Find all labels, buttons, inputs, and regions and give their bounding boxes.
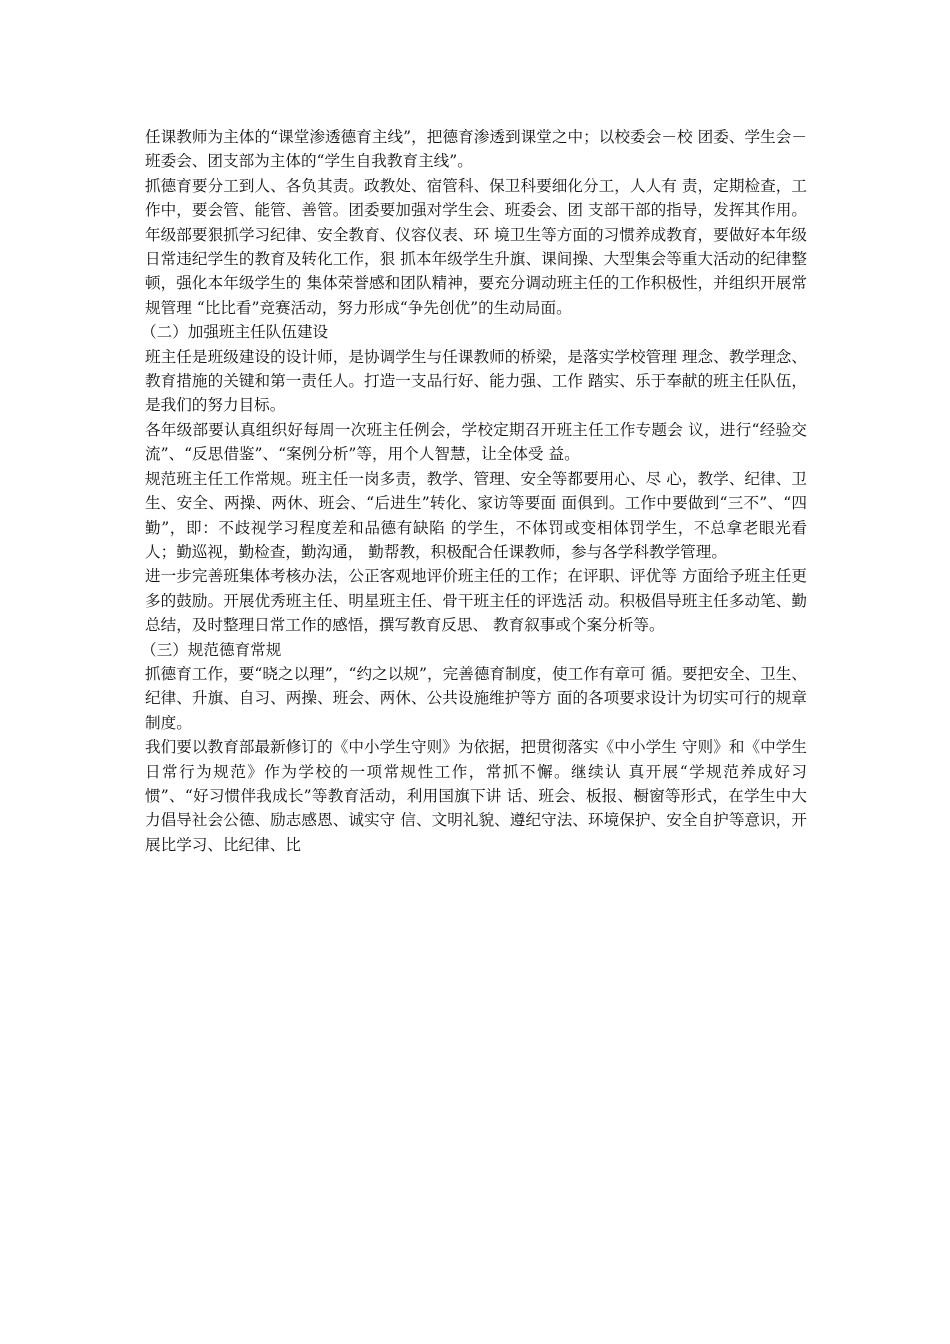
paragraph-8: 我们要以教育部最新修订的《中小学生守则》为依据，把贯彻落实《中小学生 守则》和《中学生日常行为规范》作为学校的一项常规性工作，常抓不懈。继续认 真开展“学规范养成好习惯”、“好习惯伴我成长”等教育活动，利用国旗下讲 话、班会、板报、橱窗等形式，在学生中大力倡导社会公德、励志感恩、诚实守 信、文明礼貌、遵纪守法、环境保护、安全自护等意识，开展比学习、比纪律、比 — [145, 738, 807, 854]
paragraph-7: 抓德育工作，要“晓之以理”，“约之以规”，完善德育制度，使工作有章可 循。要把安全、卫生、纪律、升旗、自习、两操、班会、两休、公共设施维护等方 面的各项要求设计为切实可行的规章制度。 — [145, 664, 807, 732]
paragraph-4: 各年级部要认真组织好每周一次班主任例会，学校定期召开班主任工作专题会 议，进行“经验交流”、“反思借鉴”、“案例分析”等，用个人智慧，让全体受 益。 — [145, 420, 807, 464]
paragraph-5: 规范班主任工作常规。班主任一岗多责，教学、管理、安全等都要用心、尽 心，教学、纪律、卫生、安全、两操、两休、班会、“后进生”转化、家访等要面 面俱到。工作中要做到“三不”、“四勤”，即：不歧视学习程度差和品德有缺陷 的学生，不体罚或变相体罚学生，不总拿老眼光看人；勤巡视，勤检查，勤沟通， 勤帮教，积极配合任课教师，参与各学科教学管理。 — [145, 469, 807, 561]
document-body — [141, 125, 807, 857]
paragraph-2: 抓德育要分工到人、各负其责。政教处、宿管科、保卫科要细化分工，人人有 责，定期检查，工作中，要会管、能管、善管。团委要加强对学生会、班委会、团 支部干部的指导，发挥其作用。年级部要狠抓学习纪律、安全教育、仪容仪表、环 境卫生等方面的习惯养成教育，要做好本年级日常违纪学生的教育及转化工作，狠 抓本年级学生升旗、课间操、大型集会等重大活动的纪律整顿，强化本年级学生的 集体荣誉感和团队精神，要充分调动班主任的工作积极性，并组织开展常规管理 “比比看”竞赛活动，努力形成“争先创优”的生动局面。 — [145, 176, 807, 317]
paragraph-3: 班主任是班级建设的设计师，是协调学生与任课教师的桥梁，是落实学校管理 理念、教学理念、教育措施的关键和第一责任人。打造一支品行好、能力强、工作 踏实、乐于奉献的班主任队伍，是我们的努力目标。 — [145, 347, 807, 415]
section-heading-2: （二）加强班主任队伍建设 — [141, 323, 329, 342]
paragraph-6: 进一步完善班集体考核办法，公正客观地评价班主任的工作；在评职、评优等 方面给予班主任更多的鼓励。开展优秀班主任、明星班主任、骨干班主任的评选活 动。积极倡导班主任多动笔、勤总结，及时整理日常工作的感悟，撰写教育反思、 教育叙事或个案分析等。 — [145, 567, 807, 635]
paragraph-1: 任课教师为主体的“课堂渗透德育主线”，把德育渗透到课堂之中；以校委会－校 团委、学生会－班委会、团支部为主体的“学生自我教育主线”。 — [145, 128, 807, 171]
section-heading-3: （三）规范德育常规 — [141, 640, 282, 659]
